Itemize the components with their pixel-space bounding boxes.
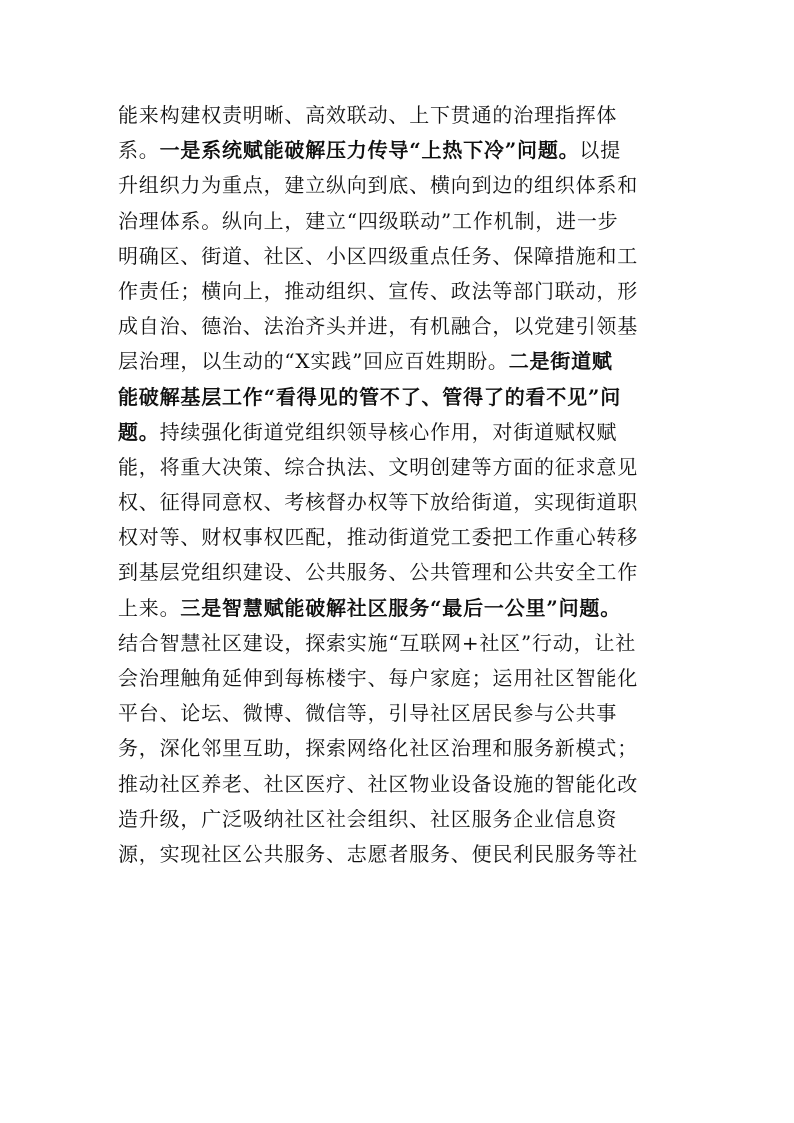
bold-text-run: 二是街道赋	[508, 349, 613, 374]
text-run: 能，将重大决策、综合执法、文明创建等方面的征求意见	[118, 454, 638, 479]
text-line	[118, 520, 678, 555]
bold-text-run: 三是智慧赋能破解社区服务“最后一公里”问题。	[180, 595, 622, 620]
text-run: 平台、论坛、微博、微信等，引导社区居民参与公共事	[118, 701, 618, 726]
text-run: 造升级，广泛吸纳社区社会组织、社区服务企业信息资	[118, 806, 618, 831]
text-line	[118, 344, 678, 379]
text-run: 升组织力为重点，建立纵向到底、横向到边的组织体系和	[118, 173, 638, 198]
text-run: 推动社区养老、社区医疗、社区物业设备设施的智能化改	[118, 771, 638, 796]
text-run: 系。	[118, 138, 160, 163]
text-run: 明确区、街道、社区、小区四级重点任务、保障措施和工	[118, 243, 638, 268]
text-run: 治理体系。纵向上，建立“四级联动”工作机制，进一步	[118, 208, 619, 233]
text-run: 能来构建权责明晰、高效联动、上下贯通的治理指挥体	[118, 103, 618, 127]
text-line	[118, 133, 678, 168]
bold-text-run: 题。	[118, 419, 160, 444]
text-line	[118, 450, 678, 485]
text-line	[118, 239, 678, 274]
text-line	[118, 696, 678, 731]
text-run: 成自治、德治、法治齐头并进，有机融合，以党建引领基	[118, 314, 638, 339]
text-line	[118, 309, 678, 344]
text-run: 务，深化邻里互助，探索网络化社区治理和服务新模式；	[118, 736, 638, 761]
text-line	[118, 661, 678, 696]
text-line	[118, 168, 678, 203]
text-run: 会治理触角延伸到每栋楼宇、每户家庭；运用社区智能化	[118, 666, 638, 690]
text-line	[118, 204, 678, 239]
bold-text-run: 一是系统赋能破解压力传导“上热下冷”问题。	[159, 138, 580, 163]
text-line	[118, 837, 678, 872]
text-line	[118, 380, 678, 415]
text-run: 以提	[579, 138, 622, 163]
bold-text-run: 能破解基层工作“看得见的管不了、管得了的看不见”问	[118, 384, 622, 409]
text-line	[118, 731, 678, 766]
text-line	[118, 415, 678, 450]
text-line	[118, 555, 678, 590]
text-run: 持续强化街道党组织领导核心作用，对街道赋权赋	[159, 419, 618, 444]
text-line	[118, 802, 678, 837]
text-run: 权、征得同意权、考核督办权等下放给街道，实现街道职	[118, 490, 638, 515]
text-run: 层治理，以生动的“X实践”回应百姓期盼。	[118, 349, 509, 374]
text-line	[118, 626, 678, 661]
text-line	[118, 98, 678, 133]
text-line	[118, 591, 678, 626]
text-line	[118, 485, 678, 520]
text-run: 权对等、财权事权匹配，推动街道党工委把工作重心转移	[118, 525, 638, 550]
text-run: 作责任；横向上，推动组织、宣传、政法等部门联动，形	[118, 278, 638, 303]
text-line	[118, 767, 678, 802]
text-run: 结合智慧社区建设，探索实施“互联网+社区”行动，让社	[118, 630, 637, 655]
text-run: 源，实现社区公共服务、志愿者服务、便民利民服务等社	[118, 841, 638, 866]
text-line	[118, 274, 678, 309]
body-text	[118, 98, 678, 872]
text-run: 到基层党组织建设、公共服务、公共管理和公共安全工作	[118, 560, 638, 585]
text-run: 上来。	[118, 595, 181, 620]
